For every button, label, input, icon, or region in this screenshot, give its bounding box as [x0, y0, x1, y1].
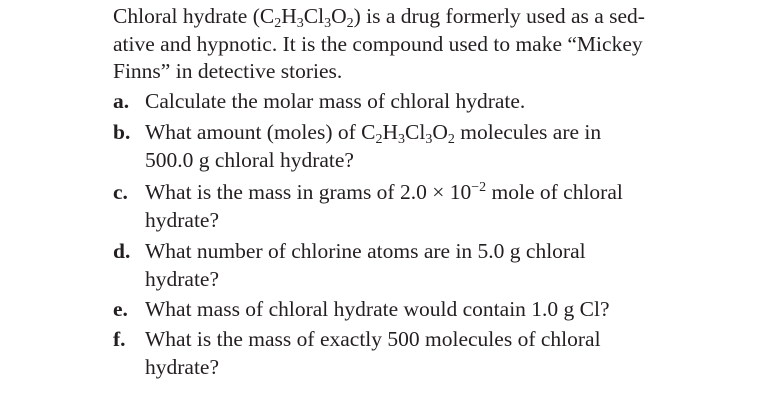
question-b-line-2: 500.0 g chloral hydrate?	[145, 148, 354, 172]
intro-text: O	[331, 4, 347, 28]
question-c	[113, 179, 623, 205]
question-letter: f.	[113, 327, 126, 351]
question-letter: e.	[113, 297, 128, 321]
intro-line-1	[113, 3, 645, 29]
subscript: 2	[447, 132, 455, 147]
question-a	[113, 88, 525, 114]
question-f-line-2: hydrate?	[145, 355, 220, 379]
subscript: 2	[346, 16, 354, 31]
question-letter: b.	[113, 120, 131, 144]
subscript: 3	[296, 16, 304, 31]
intro-line-3: Finns” in detective stories.	[113, 59, 343, 83]
intro-line-2: ative and hypnotic. It is the compound used to make “Mickey	[113, 32, 643, 56]
intro-text: Cl	[303, 4, 325, 28]
question-f	[113, 326, 601, 352]
question-text: O	[432, 120, 448, 144]
superscript: −2	[471, 180, 487, 195]
question-letter: a.	[113, 89, 130, 113]
question-d-line-2: hydrate?	[145, 267, 220, 291]
question-e	[113, 296, 610, 322]
subscript: 2	[274, 16, 282, 31]
question-c-line-2: hydrate?	[145, 208, 220, 232]
question-text: What is the mass in grams of 2.0 × 10	[145, 180, 472, 204]
question-text: What is the mass of exactly 500 molecules of chloral	[145, 327, 601, 351]
intro-text: H	[281, 4, 297, 28]
question-text: Calculate the molar mass of chloral hydrate.	[145, 89, 526, 113]
subscript: 3	[425, 132, 433, 147]
subscript: 2	[375, 132, 383, 147]
question-text: molecules are in	[454, 120, 602, 144]
question-text: What mass of chloral hydrate would contain 1.0 g Cl?	[145, 297, 610, 321]
subscript: 3	[324, 16, 332, 31]
intro-text: Chloral hydrate (C	[113, 4, 275, 28]
question-text: H	[382, 120, 399, 144]
question-text: What amount (moles) of C	[145, 120, 376, 144]
question-b	[113, 119, 601, 145]
question-text: What number of chlorine atoms are in 5.0 g chloral	[145, 239, 586, 263]
question-d	[113, 238, 586, 264]
question-letter: c.	[113, 180, 128, 204]
question-letter: d.	[113, 239, 131, 263]
question-text: Cl	[405, 120, 426, 144]
intro-text: ) is a drug formerly used as a sed-	[353, 4, 645, 28]
subscript: 3	[398, 132, 406, 147]
question-text: mole of chloral	[486, 180, 623, 204]
